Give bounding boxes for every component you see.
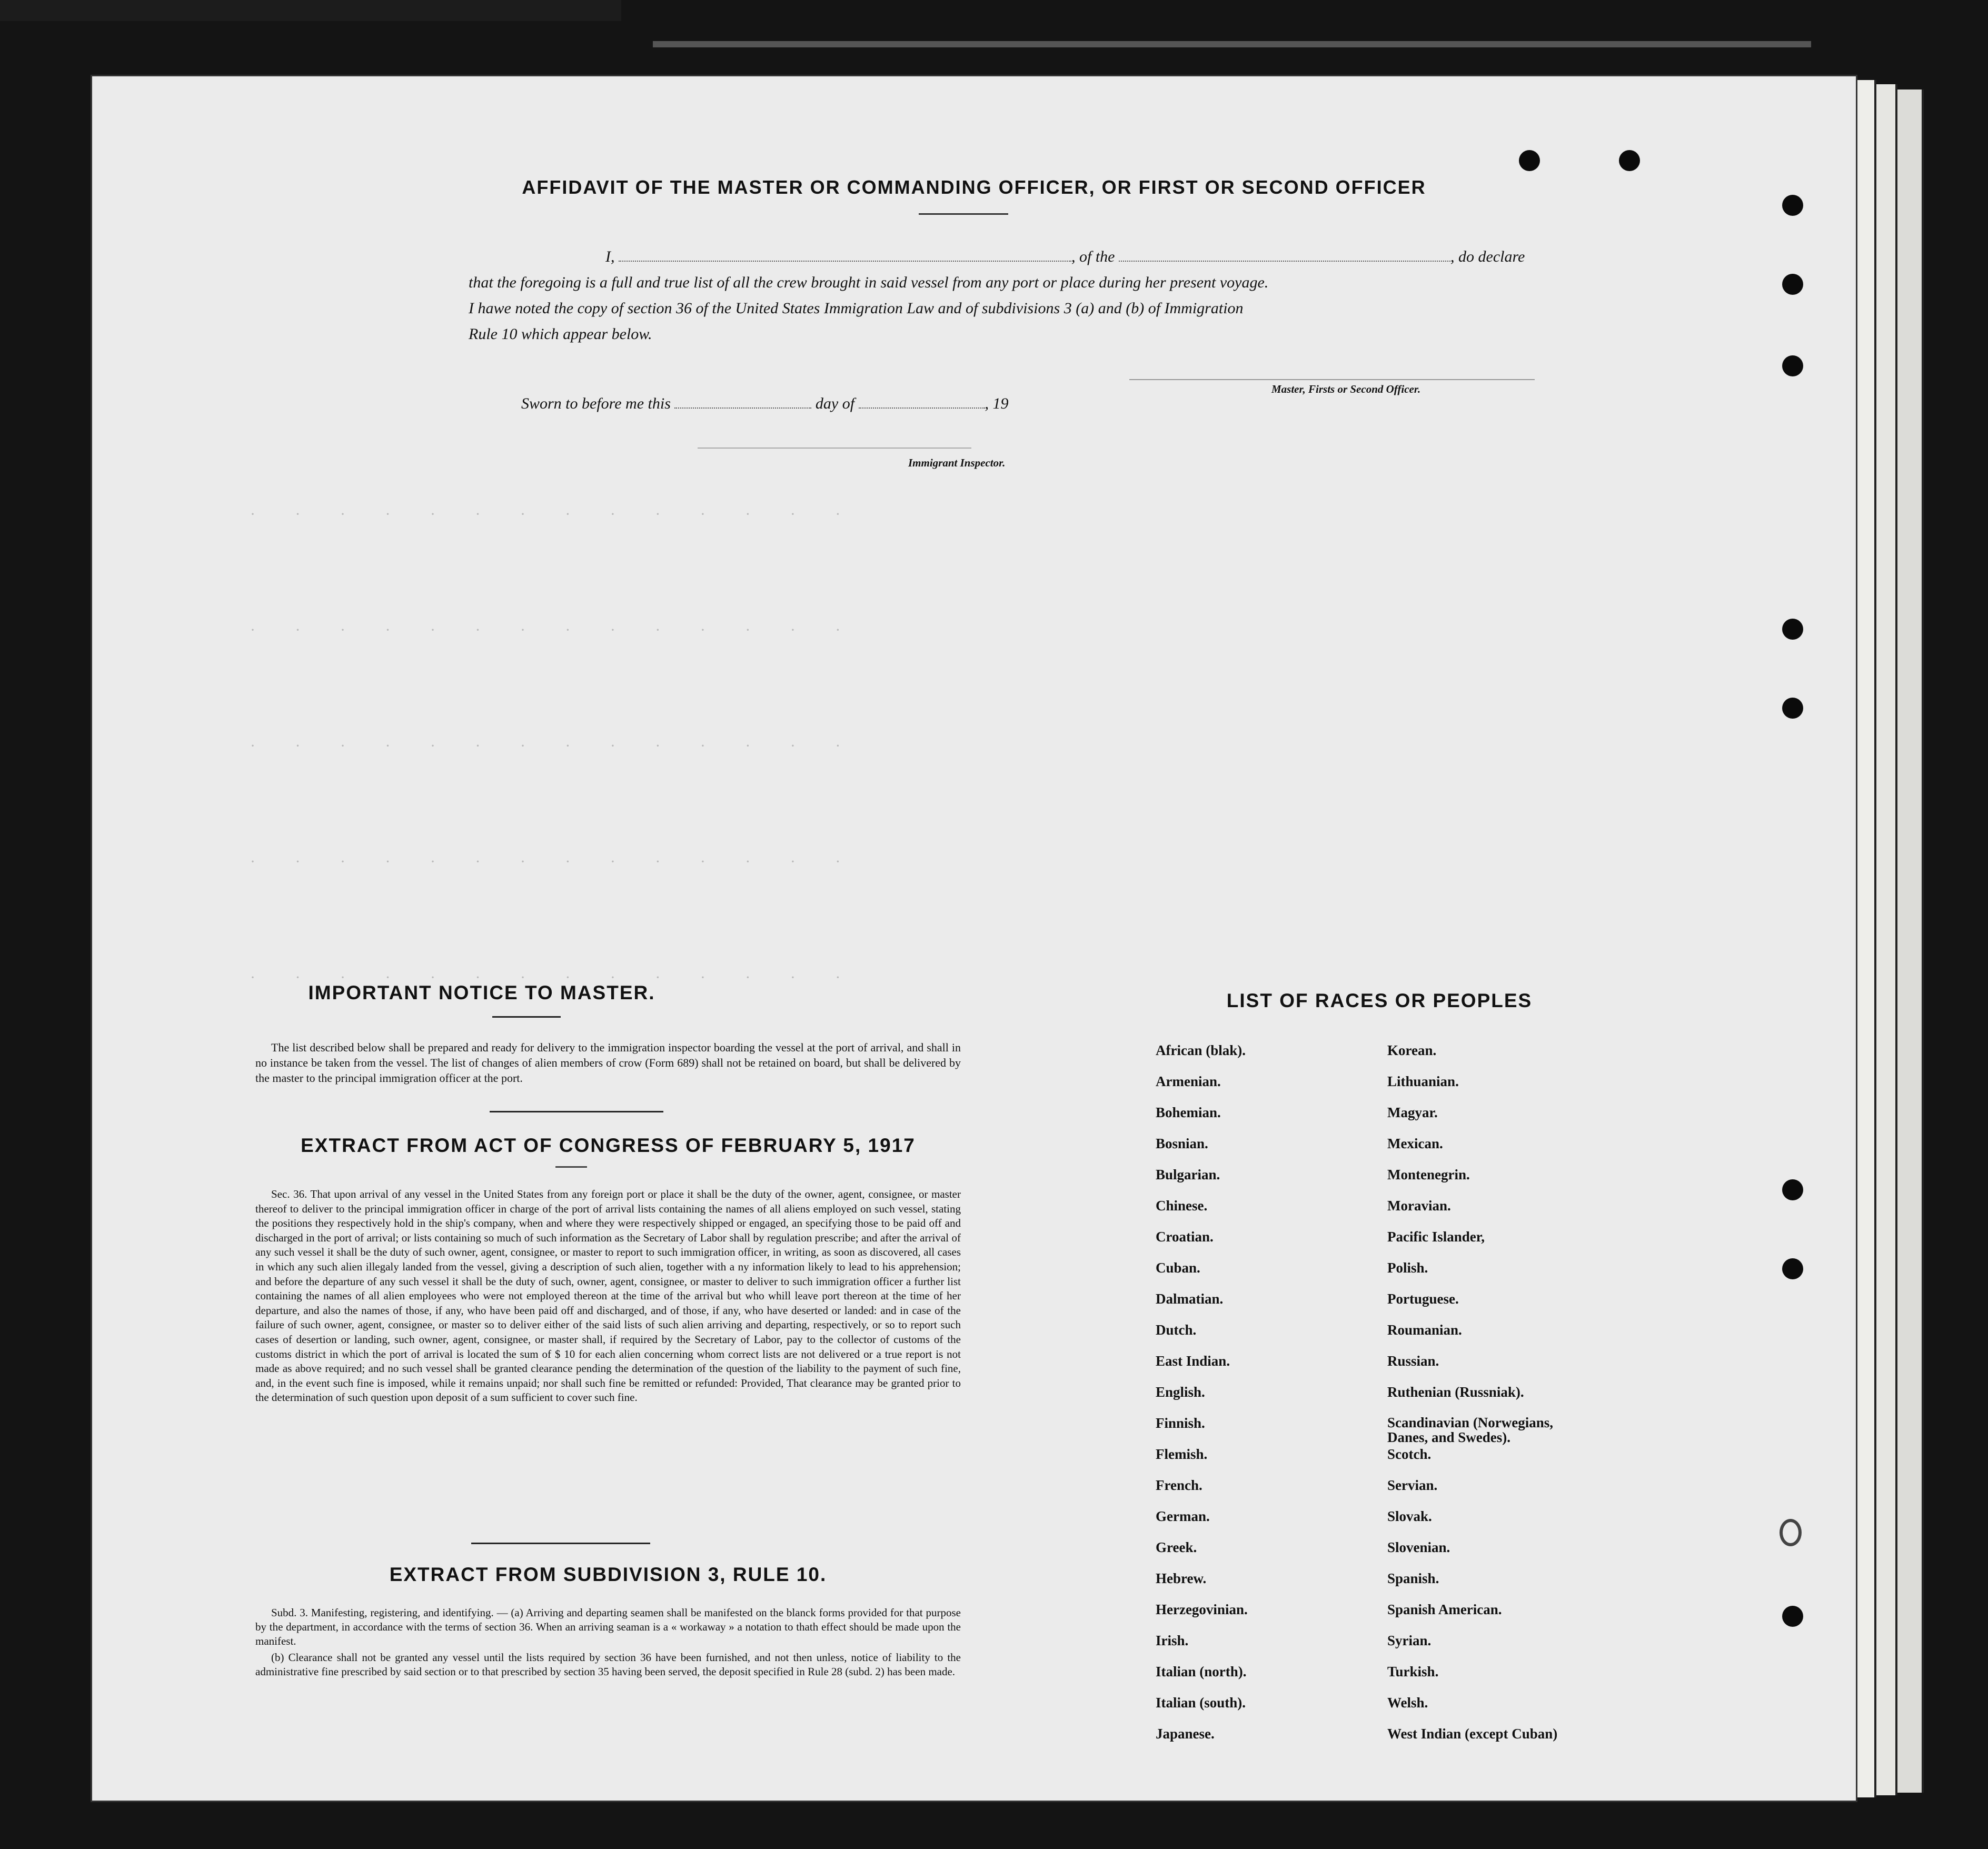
- race-item: Bosnian.: [1156, 1136, 1208, 1151]
- race-item: Dalmatian.: [1156, 1291, 1224, 1307]
- races-right-column: [1387, 1042, 1661, 1757]
- race-item: Lithuanian.: [1387, 1073, 1459, 1089]
- inspector-label: Immigrant Inspector.: [908, 456, 1006, 469]
- year-prefix-text: , 19: [985, 395, 1009, 412]
- master-signature-label: Master, Firsts or Second Officer.: [1271, 383, 1421, 395]
- race-item: English.: [1156, 1384, 1205, 1400]
- act-section-36: Sec. 36. That upon arrival of any vessel in the United States from any foreign port or place it shall be the duty of the owner, agent, consignee, or master thereof to deliver to the principal immigration officer in charge of the port of arrival lists containing the names of all aliens employed on such vessel, stating the positions they respectively hold in the ship's company, when and where they were respectively shipped or engaged, an specifying those to be paid off and discharged in the port of arrival; or lists containing so much of such information as the Secretary of Labor shall by regulation prescribe; and after the arrival of any such vessel it shall be the duty of such owner, agent, consignee, or master to report to such immigration officer, in writing, as soon as discovered, all cases in which any such alien illegaly landed from the vessel, giving a description of such alien, together with a ny information likely to lead to his apprehension; and before the departure of any such vessel it shall be the duty of such, owner, agent, consignee, or master to deliver to such immigration officer a further list containing the names of all alien employees who were not employed thereon at the time of the arrival but who whill leave port thereon at the time of her departure, and also the names of those, if any, who have been paid off and discharged, and of those, if any, who have deserted or landed: and in case of the failure of such owner, agent, consignee, or master so to deliver either of the said lists of such alien arriving and departing, respectively, or so to report such cases of desertion or landing, such owner, agent, consignee, or master shall, if required by the Secretary of Labor, pay to the collector of customs of the customs district in which the port of arrival is located the sum of $ 10 for each alien concerning whom correct lists are not delivered or a true report is not made as above required; and no such vessel shall be granted clearance pending the determination of the question of the liability to the payment of such fine, and, in the event such fine is imposed, while it remains unpaid; nor shall such fine be remitted or refunded: Provided, That clearance may be granted prior to the determination of such question upon deposit of a sum sufficient to cover such fine.: [255, 1188, 961, 1404]
- race-item: Scandinavian (Norwegians, Danes, and Swedes).: [1387, 1415, 1554, 1445]
- do-declare-text: , do declare: [1450, 248, 1525, 265]
- race-item: Armenian.: [1156, 1073, 1221, 1089]
- bleed-through-marks: · · · · · · · · · · · · · ·: [250, 853, 859, 870]
- race-item: French.: [1156, 1477, 1202, 1493]
- race-item: Spanish American.: [1387, 1602, 1502, 1617]
- sworn-month-field[interactable]: [859, 395, 985, 409]
- races-title: LIST OF RACES OR PEOPLES: [1226, 990, 1533, 1011]
- race-item: Korean.: [1387, 1042, 1437, 1058]
- binding-strip-right: [653, 41, 1811, 47]
- bleed-through-marks: · · · · · · · · · · · · · ·: [250, 505, 859, 523]
- punch-hole: [1782, 274, 1803, 295]
- act-title: EXTRACT FROM ACT OF CONGRESS OF FEBRUARY 5, 1917: [301, 1135, 916, 1156]
- race-item: Welsh.: [1387, 1695, 1428, 1711]
- race-item: Russian.: [1387, 1353, 1439, 1369]
- punch-hole: [1782, 619, 1803, 640]
- race-item: Hebrew.: [1156, 1570, 1207, 1586]
- race-item: Turkish.: [1387, 1664, 1439, 1679]
- race-item: German.: [1156, 1508, 1210, 1524]
- race-item: Chinese.: [1156, 1198, 1208, 1214]
- master-signature-line[interactable]: [1129, 379, 1535, 380]
- race-item: Herzegovinian.: [1156, 1602, 1248, 1617]
- race-item: Bulgarian.: [1156, 1167, 1220, 1182]
- race-item: Mexican.: [1387, 1136, 1443, 1151]
- race-item: Scotch.: [1387, 1446, 1432, 1462]
- of-the-text: , of the: [1071, 248, 1115, 265]
- officer-name-field[interactable]: [619, 248, 1071, 262]
- race-item: Slovenian.: [1387, 1539, 1450, 1555]
- race-item: Slovak.: [1387, 1508, 1432, 1524]
- section-divider: [490, 1111, 663, 1112]
- affidavit-line-3: I hawe noted the copy of section 36 of the United States Immigration Law and of subdivisions 3 (a) and (b) of Immigration: [469, 300, 1244, 317]
- vessel-name-field[interactable]: [1119, 248, 1450, 262]
- title-underline: [919, 213, 1008, 215]
- notice-underline: [492, 1016, 561, 1018]
- race-item: Montenegrin.: [1387, 1167, 1470, 1182]
- race-item: Polish.: [1387, 1260, 1428, 1276]
- rule-paragraph-b: (b) Clearance shall not be granted any vessel until the lists required by section 36 have been furnished, and not then unless, notice of liability to the administrative fine prescribed by said section or to that prescribed by section 35 having been served, the deposit specified in Rule 28 (subd. 2) has been made.: [255, 1651, 961, 1678]
- race-item: Greek.: [1156, 1539, 1197, 1555]
- notice-body: [255, 1040, 961, 1086]
- punch-hole: [1519, 150, 1540, 171]
- rule-title: EXTRACT FROM SUBDIVISION 3, RULE 10.: [389, 1564, 827, 1585]
- race-item: Servian.: [1387, 1477, 1438, 1493]
- crew-list-form-back-page: [92, 76, 1856, 1801]
- affidavit-line-2: that the foregoing is a full and true list of all the crew brought in said vessel from any port or place during her present voyage.: [469, 274, 1269, 291]
- sworn-line: [521, 395, 1009, 413]
- race-item: Portuguese.: [1387, 1291, 1459, 1307]
- affidavit-text: [469, 244, 1548, 347]
- rule-body: [255, 1606, 961, 1679]
- race-item: Ruthenian (Russniak).: [1387, 1384, 1524, 1400]
- race-item: African (blak).: [1156, 1042, 1246, 1058]
- punch-hole: [1782, 195, 1803, 216]
- race-item: Roumanian.: [1387, 1322, 1462, 1338]
- race-item: Italian (north).: [1156, 1664, 1247, 1679]
- inspector-signature-line[interactable]: [698, 448, 971, 449]
- race-item: Croatian.: [1156, 1229, 1214, 1245]
- race-item: Japanese.: [1156, 1726, 1215, 1742]
- notice-title: IMPORTANT NOTICE TO MASTER.: [308, 982, 655, 1003]
- act-underline: [555, 1166, 587, 1168]
- race-item: Finnish.: [1156, 1415, 1205, 1431]
- affidavit-line-4: Rule 10 which appear below.: [469, 325, 652, 343]
- act-body: [255, 1187, 961, 1405]
- race-item: Italian (south).: [1156, 1695, 1246, 1711]
- punch-hole: [1782, 355, 1803, 376]
- race-item: Dutch.: [1156, 1322, 1197, 1338]
- punch-hole-ring: [1780, 1519, 1802, 1546]
- race-item: Pacific Islander,: [1387, 1229, 1485, 1245]
- bleed-through-marks: · · · · · · · · · · · · · ·: [250, 737, 859, 754]
- race-item: Syrian.: [1387, 1633, 1432, 1648]
- race-item: Irish.: [1156, 1633, 1189, 1648]
- race-item: Flemish.: [1156, 1446, 1208, 1462]
- sworn-day-field[interactable]: [674, 395, 811, 409]
- notice-paragraph: The list described below shall be prepared and ready for delivery to the immigration inspector boarding the vessel at the port of arrival, and shall in no instance be taken from the vessel. The list of changes of alien members of crow (Form 689) shall not be retained on board, but shall be delivered by the master to the principal immigration officer at the port.: [255, 1041, 961, 1085]
- affidavit-title: AFFIDAVIT OF THE MASTER OR COMMANDING OFFICER, OR FIRST OR SECOND OFFICER: [522, 176, 1426, 198]
- race-item: East Indian.: [1156, 1353, 1230, 1369]
- binding-strip: [0, 0, 621, 21]
- race-item: West Indian (except Cuban): [1387, 1726, 1558, 1742]
- punch-hole: [1782, 1179, 1803, 1200]
- punch-hole: [1619, 150, 1640, 171]
- declarant-prefix: I,: [605, 248, 615, 265]
- bleed-through-marks: · · · · · · · · · · · · · ·: [250, 621, 859, 639]
- race-item: Cuban.: [1156, 1260, 1200, 1276]
- day-of-text: day of: [815, 395, 855, 412]
- races-left-column: [1156, 1042, 1377, 1757]
- sworn-text: Sworn to before me this: [521, 395, 671, 412]
- race-item: Spanish.: [1387, 1570, 1439, 1586]
- race-item: Bohemian.: [1156, 1105, 1221, 1120]
- race-item: Moravian.: [1387, 1198, 1451, 1214]
- rule-paragraph-a: Subd. 3. Manifesting, registering, and identifying. — (a) Arriving and departing seamen shall be manifested on the blanck forms provided for that purpose by the department, in accordance with the terms of section 36. When an arriving seaman is a « workaway » a notation to thath effect should be made upon the manifest.: [255, 1606, 961, 1647]
- bleed-through-marks: · · · · · · · · · · · · · ·: [250, 969, 859, 986]
- punch-hole: [1782, 1258, 1803, 1279]
- section-divider: [471, 1543, 650, 1544]
- punch-hole: [1782, 698, 1803, 719]
- punch-hole: [1782, 1606, 1803, 1627]
- race-item: Magyar.: [1387, 1105, 1438, 1120]
